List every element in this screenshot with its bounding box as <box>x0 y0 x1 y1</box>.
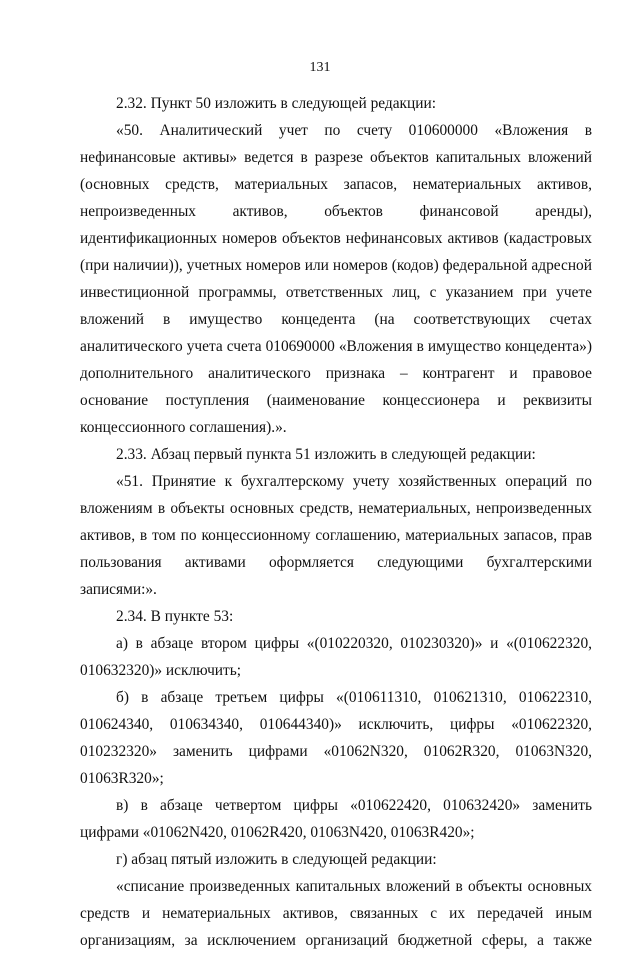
paragraph-50-text: «50. Аналитический учет по счету 010600000 «Вложения в нефинансовые активы» ведется в разрезе объектов капитальных вложений (основных средств, материальных запасов, нематериальных активов, непроизведенных активов, объектов финансовой аренды), идентификационных номеров объектов нефинансовых активов (кадастровых (при наличии)), учетных номеров или номеров (кодов) федеральной адресной инвестиционной программы, ответственных лиц, с указанием при учете вложений в имущество концедента (на соответствующих счетах аналитического учета счета 010690000 «Вложения в имущество концедента») дополнительного аналитического признака – контрагент и правовое основание поступления (наименование концессионера и реквизиты концессионного соглашения).». <box>80 122 592 436</box>
paragraph-51-text: «51. Принятие к бухгалтерскому учету хозяйственных операций по вложениям в объекты основных средств, нематериальных, непроизведенных активов, в том по концессионному соглашению, материальных запасов, прав пользования активами оформляется следующими бухгалтерскими записями:». <box>80 473 592 598</box>
paragraph-subitem-a: а) в абзаце втором цифры «(010220320, 010230320)» и «(010622320, 010632320)» исключить; <box>80 635 592 679</box>
paragraph-subitem-v: в) в абзаце четвертом цифры «010622420, 010632420» заменить цифрами «01062N420, 01062R420, 01063N420, 01063R420»; <box>80 797 592 841</box>
page-number: 131 <box>309 60 331 75</box>
paragraph-2-33-heading: 2.33. Абзац первый пункта 51 изложить в следующей редакции: <box>116 446 536 463</box>
paragraph-subitem-b: б) в абзаце третьем цифры «(010611310, 010621310, 010622310, 010624340, 010634340, 010644340)» исключить, цифры «010622320, 010232320» заменить цифрами «01062N320, 01062R320, 01063N320, 01063R320»; <box>80 689 592 787</box>
paragraph-continued-text: «списание произведенных капитальных вложений в объекты основных средств и нематериальных активов, связанных с их передачей иным организациям, за исключением организаций бюджетной сферы, а также <box>80 878 592 949</box>
paragraph-2-32-heading: 2.32. Пункт 50 изложить в следующей редакции: <box>116 95 437 112</box>
paragraph-subitem-g: г) абзац пятый изложить в следующей редакции: <box>116 851 437 868</box>
document-body <box>80 90 592 954</box>
paragraph-2-34-heading: 2.34. В пункте 53: <box>116 608 234 625</box>
